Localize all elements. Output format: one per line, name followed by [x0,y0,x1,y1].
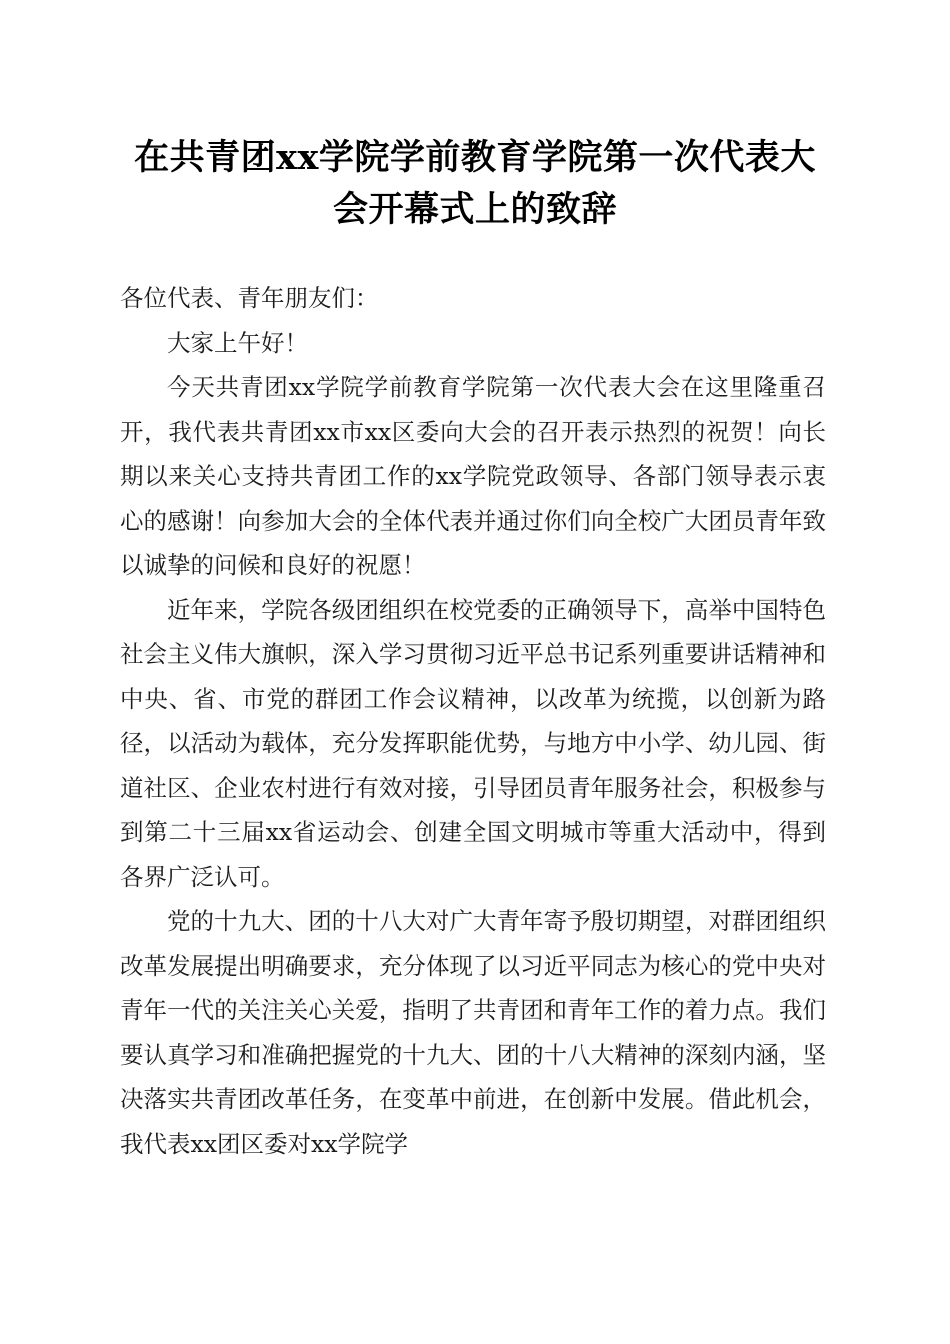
document-title [110,132,840,236]
paragraph-1: 今天共青团xx学院学前教育学院第一次代表大会在这里隆重召开，我代表共青团xx市xx区委向大会的召开表示热烈的祝贺！向长期以来关心支持共青团工作的xx学院党政领导、各部门领导表示衷心的感谢！向参加大会的全体代表并通过你们向全校广大团员青年致以诚挚的问候和良好的祝愿！ [120,373,826,579]
paragraph-3: 党的十九大、团的十八大对广大青年寄予殷切期望，对群团组织改革发展提出明确要求，充分体现了以习近平同志为核心的党中央对青年一代的关注关心关爱，指明了共青团和青年工作的着力点。我们要认真学习和准确把握党的十九大、团的十八大精神的深刻内涵，坚决落实共青团改革任务，在变革中前进，在创新中发展。借此机会，我代表xx团区委对xx学院学 [120,907,826,1158]
greeting: 大家上午好！ [167,328,308,357]
title-line-1: 在共青团xx学院学前教育学院第一次代表大 [134,137,816,178]
salutation: 各位代表、青年朋友们： [120,284,379,312]
title-line-2: 会开幕式上的致辞 [332,189,617,230]
document-body [120,276,826,1166]
paragraph-2: 近年来，学院各级团组织在校党委的正确领导下，高举中国特色社会主义伟大旗帜，深入学习贯彻习近平总书记系列重要讲话精神和中央、省、市党的群团工作会议精神，以改革为统揽，以创新为路径，以活动为载体，充分发挥职能优势，与地方中小学、幼儿园、街道社区、企业农村进行有效对接，引导团员青年服务社会，积极参与到第二十三届xx省运动会、创建全国文明城市等重大活动中，得到各界广泛认可。 [120,595,826,891]
